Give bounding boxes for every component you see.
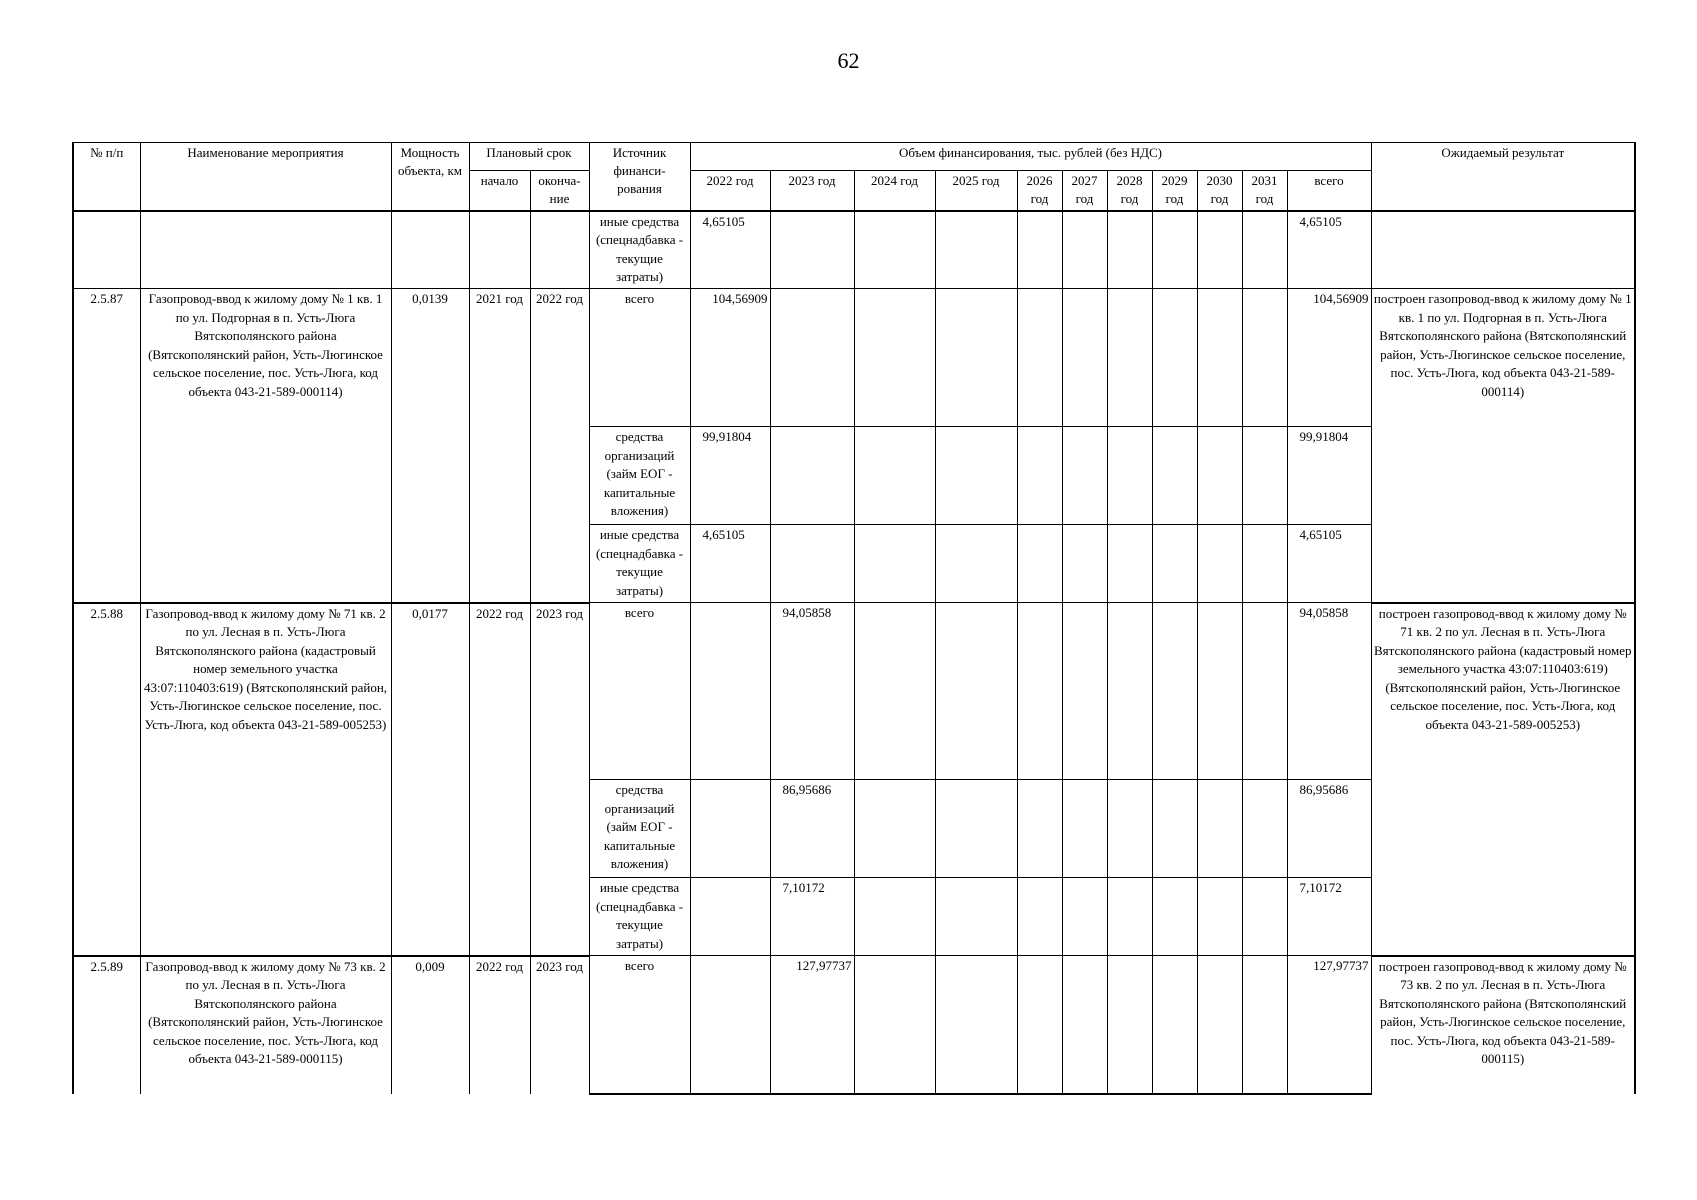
- item-capacity: 0,009: [391, 956, 469, 1094]
- header-year-2028: 2028 год: [1107, 171, 1152, 211]
- header-num: № п/п: [73, 143, 140, 211]
- item-end: 2023 год: [530, 603, 589, 956]
- value-total: 94,05858: [1287, 603, 1371, 780]
- item-start: 2021 год: [469, 289, 530, 603]
- source-cell: иные средства (спецнадбавка - текущие затраты): [589, 211, 690, 289]
- value-2022: [690, 956, 770, 1094]
- item-name: Газопровод-ввод к жилому дому № 71 кв. 2 по ул. Лесная в п. Усть-Люга Вятскополянского района (кадастровый номер земельного участка 43:07:110403:619) (Вятскополянский район, Усть-Люгинское сельское поселение, пос. Усть-Люга, код объекта 043-21-589-005253): [140, 603, 391, 956]
- item-end: 2023 год: [530, 956, 589, 1094]
- value-2022: 4,65105: [690, 525, 770, 603]
- value-2022: [690, 878, 770, 956]
- header-total: всего: [1287, 171, 1371, 211]
- value-total: 104,56909: [1287, 289, 1371, 427]
- value-2023: [770, 525, 854, 603]
- value-2022: [690, 603, 770, 780]
- page-number: 62: [837, 48, 860, 73]
- header-capacity: Мощность объекта, км: [391, 143, 469, 211]
- source-cell: иные средства (спецнадбавка - текущие затраты): [589, 525, 690, 603]
- source-cell: средства организаций (займ ЕОГ - капитальные вложения): [589, 427, 690, 525]
- value-2022: 104,56909: [690, 289, 770, 427]
- value-2022: [690, 780, 770, 878]
- value-2023: 7,10172: [770, 878, 854, 956]
- header-year-2030: 2030 год: [1197, 171, 1242, 211]
- value-2023: 94,05858: [770, 603, 854, 780]
- value-total: 86,95686: [1287, 780, 1371, 878]
- header-year-2029: 2029 год: [1152, 171, 1197, 211]
- source-cell: иные средства (спецнадбавка - текущие затраты): [589, 878, 690, 956]
- header-term: Плановый срок: [469, 143, 589, 171]
- header-source: Источник финанси-рования: [589, 143, 690, 211]
- item-end: 2022 год: [530, 289, 589, 603]
- item-name: Газопровод-ввод к жилому дому № 73 кв. 2 по ул. Лесная в п. Усть-Люга Вятскополянского района (Вятскополянский район, Усть-Люгинское сельское поселение, пос. Усть-Люга, код объекта 043-21-589-000115): [140, 956, 391, 1094]
- value-2023: [770, 427, 854, 525]
- value-2023: 86,95686: [770, 780, 854, 878]
- header-year-2022: 2022 год: [690, 171, 770, 211]
- item-result: построен газопровод-ввод к жилому дому № 71 кв. 2 по ул. Лесная в п. Усть-Люга Вятскополянского района (кадастровый номер земельного участка 43:07:110403:619) (Вятскополянский район, Усть-Люгинское сельское поселение, пос. Усть-Люга, код объекта 043-21-589-005253): [1371, 603, 1635, 956]
- header-year-2031: 2031 год: [1242, 171, 1287, 211]
- item-num: 2.5.88: [73, 603, 140, 956]
- value-2023: 127,97737: [770, 956, 854, 1094]
- item-num: 2.5.87: [73, 289, 140, 603]
- item-start: 2022 год: [469, 603, 530, 956]
- item-result: построен газопровод-ввод к жилому дому № 73 кв. 2 по ул. Лесная в п. Усть-Люга Вятскополянского района (Вятскополянский район, Усть-Люгинское сельское поселение, пос. Усть-Люга, код объекта 043-21-589-000115): [1371, 956, 1635, 1094]
- header-end: оконча-ние: [530, 171, 589, 211]
- header-name: Наименование мероприятия: [140, 143, 391, 211]
- source-cell: всего: [589, 603, 690, 780]
- item-capacity: 0,0177: [391, 603, 469, 956]
- value-2022: 4,65105: [690, 211, 770, 289]
- financing-table: [72, 142, 1636, 1095]
- value-2022: 99,91804: [690, 427, 770, 525]
- source-cell: всего: [589, 289, 690, 427]
- item-name: Газопровод-ввод к жилому дому № 1 кв. 1 по ул. Подгорная в п. Усть-Люга Вятскополянского района (Вятскополянский район, Усть-Люгинское сельское поселение, пос. Усть-Люга, код объекта 043-21-589-000114): [140, 289, 391, 603]
- table-row: [73, 956, 1635, 1094]
- value-total: 99,91804: [1287, 427, 1371, 525]
- value-2023: [770, 289, 854, 427]
- item-num: 2.5.89: [73, 956, 140, 1094]
- item-capacity: 0,0139: [391, 289, 469, 603]
- table-row: [73, 603, 1635, 780]
- source-cell: всего: [589, 956, 690, 1094]
- value-total: 4,65105: [1287, 525, 1371, 603]
- header-result: Ожидаемый результат: [1371, 143, 1635, 211]
- header-year-2023: 2023 год: [770, 171, 854, 211]
- table-row: [73, 211, 1635, 289]
- header-start: начало: [469, 171, 530, 211]
- source-cell: средства организаций (займ ЕОГ - капитальные вложения): [589, 780, 690, 878]
- table-row: [73, 289, 1635, 427]
- item-start: 2022 год: [469, 956, 530, 1094]
- header-year-2026: 2026 год: [1017, 171, 1062, 211]
- value-total: 127,97737: [1287, 956, 1371, 1094]
- header-volume: Объем финансирования, тыс. рублей (без НДС): [690, 143, 1371, 171]
- value-total: 7,10172: [1287, 878, 1371, 956]
- header-year-2027: 2027 год: [1062, 171, 1107, 211]
- value-total: 4,65105: [1287, 211, 1371, 289]
- item-result: построен газопровод-ввод к жилому дому № 1 кв. 1 по ул. Подгорная в п. Усть-Люга Вятскополянского района (Вятскополянский район, Усть-Люгинское сельское поселение, пос. Усть-Люга, код объекта 043-21-589-000114): [1371, 289, 1635, 603]
- header-year-2025: 2025 год: [935, 171, 1017, 211]
- header-year-2024: 2024 год: [854, 171, 935, 211]
